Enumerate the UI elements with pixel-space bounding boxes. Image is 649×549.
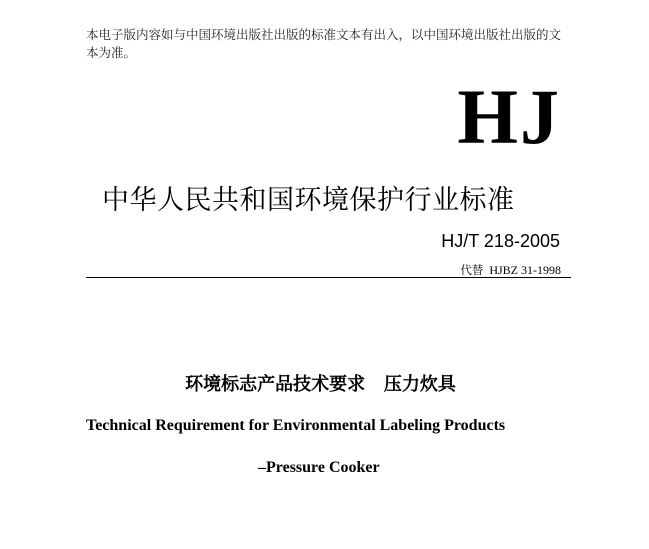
document-title-english-line2: –Pressure Cooker <box>258 459 380 476</box>
document-title-chinese: 环境标志产品技术要求 压力炊具 <box>185 374 456 395</box>
header-divider <box>86 277 571 278</box>
disclaimer-notice: 本电子版内容如与中国环境出版社出版的标准文本有出入，以中国环境出版社出版的文本为准。 <box>86 27 562 60</box>
replaces-code: HJBZ 31-1998 <box>489 263 561 277</box>
replaces-note <box>460 262 561 278</box>
standard-number: HJ/T 218-2005 <box>441 231 560 251</box>
document-title-english-line1: Technical Requirement for Environmental Labeling Products <box>86 417 506 434</box>
replaces-label: 代替 <box>460 263 484 277</box>
standard-category-title: 中华人民共和国环境保护行业标准 <box>102 185 515 216</box>
hj-logo: HJ <box>457 73 561 160</box>
